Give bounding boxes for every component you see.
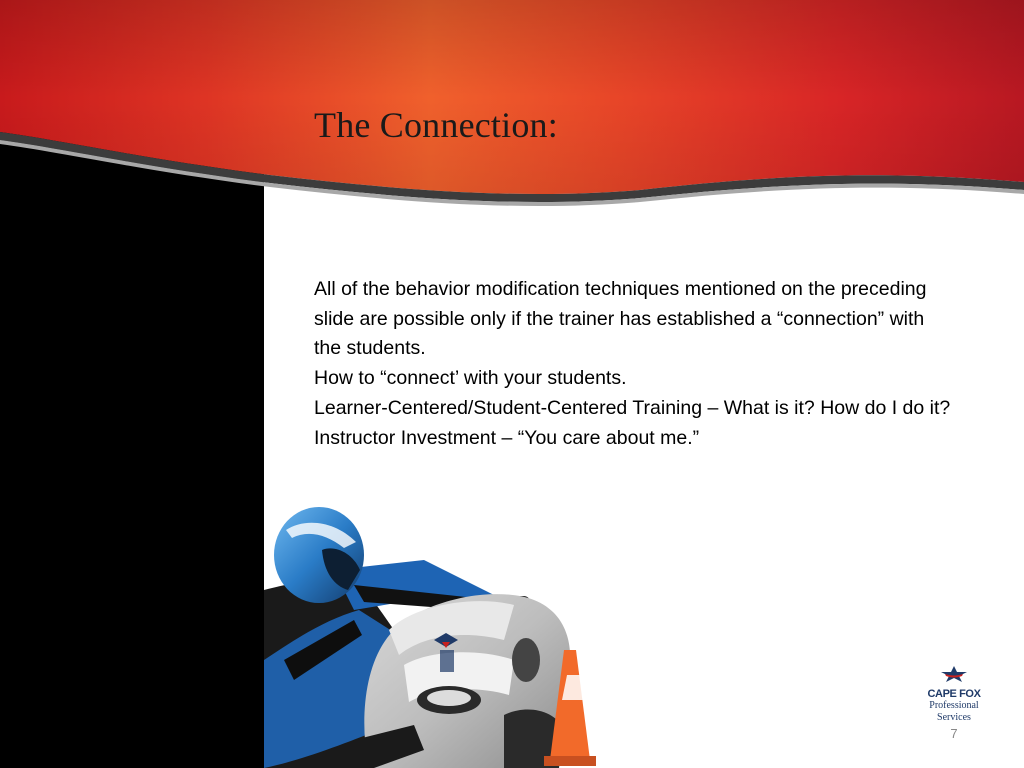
body-line: All of the behavior modification techniques mentioned on the preceding slide are possible only if the trainer has established a “connection” with the students. xyxy=(314,278,927,360)
page-number: 7 xyxy=(950,726,958,741)
body-line: Instructor Investment – “You care about me.” xyxy=(314,426,700,449)
star-icon xyxy=(941,666,967,682)
slide-body xyxy=(314,275,954,453)
body-line: How to “connect’ with your students. xyxy=(314,367,627,390)
cape-fox-logo xyxy=(914,666,994,726)
logo-name: CAPE FOX xyxy=(927,688,981,700)
slide-title: The Connection: xyxy=(314,105,558,145)
body-line: Learner-Centered/Student-Centered Training – What is it? How do I do it? xyxy=(314,396,951,419)
logo-subtitle: Professional Services xyxy=(929,700,979,723)
motorcycle-rider-photo xyxy=(264,490,624,768)
